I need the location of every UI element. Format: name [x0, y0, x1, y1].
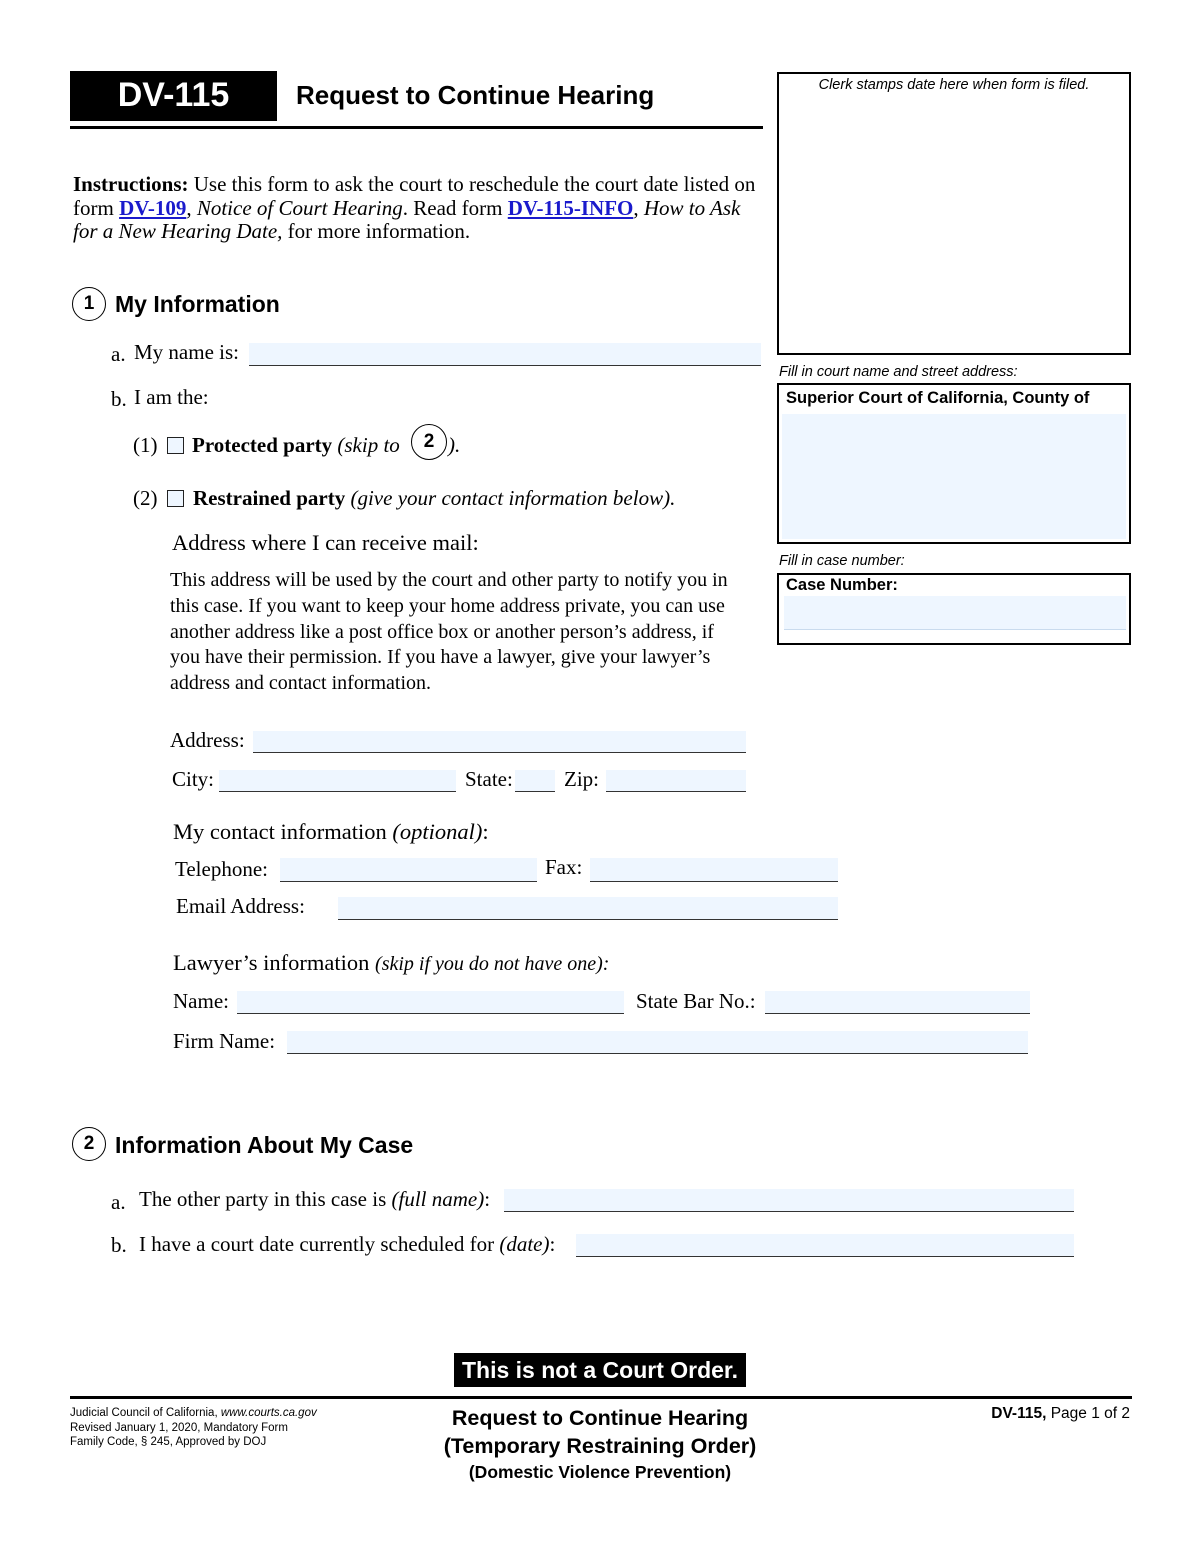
instructions: [73, 173, 768, 244]
form-id-box: [70, 71, 277, 121]
telephone-field[interactable]: [280, 858, 537, 882]
my-name-field[interactable]: [249, 343, 761, 366]
court-date-label: [139, 1234, 555, 1255]
skip-to-text: (skip to: [337, 433, 400, 457]
state-field[interactable]: [515, 770, 555, 792]
footer-title: Request to Continue Hearing: [451, 1406, 749, 1430]
court-name-caption: Fill in court name and street address:: [779, 364, 1018, 380]
restrained-party-text: Restrained party: [193, 486, 346, 510]
zip-field[interactable]: [606, 770, 746, 792]
skip-to-close: [448, 435, 460, 456]
restrained-party-checkbox[interactable]: [167, 490, 184, 507]
firm-name-label: Firm Name:: [173, 1029, 276, 1053]
footer-website: www.courts.ca.gov: [220, 1407, 317, 1419]
mail-address-heading: Address where I can receive mail:: [172, 530, 479, 555]
protected-party-label: [192, 435, 400, 456]
item-b-letter: b.: [111, 387, 127, 411]
form-title: Request to Continue Hearing: [296, 80, 655, 110]
clerk-stamp-caption: Clerk stamps date here when form is filed.: [818, 77, 1090, 93]
instructions-lead: Instructions:: [73, 172, 189, 196]
email-label: Email Address:: [176, 894, 305, 918]
form-id: DV-115: [117, 76, 230, 114]
fax-field[interactable]: [590, 858, 838, 882]
protected-party-checkbox[interactable]: [167, 437, 184, 454]
email-field[interactable]: [338, 897, 838, 920]
section-1-title: My Information: [115, 291, 280, 317]
mail-address-paragraph: This address will be used by the court and other party to notify you in this case. If you want to keep your home address private, you can use another address like a post office box or another person’s address, if you have their permission. If you have a lawyer, give your lawyer’s address and contact information.: [170, 569, 728, 695]
option-1-number: (1): [133, 433, 158, 457]
footer-left-line-1: [70, 1406, 317, 1421]
section-1-number: 1: [72, 287, 106, 321]
footer-center: [400, 1404, 800, 1484]
footer-left: [70, 1406, 317, 1450]
footer-rule: [70, 1396, 1132, 1399]
footer-right: [991, 1405, 1130, 1423]
court-date-text: I have a court date currently scheduled for: [139, 1232, 495, 1256]
restrained-party-label: [193, 488, 675, 509]
lawyer-name-field[interactable]: [237, 991, 624, 1014]
court-date-field[interactable]: [576, 1234, 1074, 1257]
instructions-text-2: ,: [186, 195, 197, 220]
contact-optional: (optional): [392, 819, 483, 844]
i-am-the-label: I am the:: [134, 385, 209, 409]
lawyer-heading-text: Lawyer’s information: [173, 950, 370, 975]
lawyer-heading: [173, 952, 609, 975]
fax-label: Fax:: [545, 855, 583, 879]
case-number-caption: Fill in case number:: [779, 553, 905, 569]
other-party-text: The other party in this case is: [139, 1187, 387, 1211]
my-name-label: My name is:: [134, 340, 239, 364]
item-a-letter: a.: [111, 342, 126, 366]
court-name-box: [777, 383, 1131, 544]
instructions-text-1: Use this form to ask the court to reschedule the court date listed on form: [73, 172, 756, 220]
instructions-italic-2: How to Ask for a New Hearing Date,: [73, 195, 741, 243]
footer-subtitle-2: (Domestic Violence Prevention): [468, 1462, 732, 1482]
instructions-italic-1: Notice of Court Hearing: [196, 195, 403, 220]
skip-to-section-2-circle: 2: [411, 424, 447, 460]
other-party-label: [139, 1189, 490, 1210]
header-rule: [70, 126, 763, 129]
city-label: City:: [172, 767, 215, 791]
skip-to-close-text: ).: [448, 433, 461, 457]
protected-party-text: Protected party: [192, 433, 333, 457]
clerk-stamp-box[interactable]: [777, 72, 1131, 355]
other-party-colon: :: [484, 1187, 491, 1211]
case-number-box: [777, 573, 1131, 645]
contact-below-text: (give your contact information below).: [350, 486, 676, 510]
footer-page-number: Page 1 of 2: [1046, 1405, 1130, 1422]
contact-colon: :: [482, 819, 489, 844]
footer-subtitle: (Temporary Restraining Order): [443, 1434, 757, 1458]
state-bar-label: State Bar No.:: [636, 989, 756, 1013]
state-label: State:: [465, 767, 513, 791]
address-label: Address:: [170, 728, 245, 752]
contact-heading: [173, 821, 489, 844]
address-field[interactable]: [253, 731, 746, 753]
section-2-title: Information About My Case: [115, 1132, 414, 1158]
lawyer-name-label: Name:: [173, 989, 229, 1013]
instructions-text-5: for more information.: [282, 219, 471, 243]
footer-left-line-3: Family Code, § 245, Approved by DOJ: [70, 1436, 267, 1448]
footer-form-id: DV-115,: [991, 1405, 1047, 1422]
lawyer-note: (skip if you do not have one):: [375, 953, 610, 975]
option-2-number: (2): [133, 486, 158, 510]
not-court-order-banner: This is not a Court Order.: [454, 1353, 746, 1387]
instructions-text-3: . Read form: [402, 195, 508, 220]
date-hint: (date): [499, 1232, 550, 1256]
court-name-field[interactable]: [782, 414, 1126, 539]
link-dv-109[interactable]: DV-109: [119, 195, 187, 220]
case-number-field[interactable]: [784, 596, 1126, 630]
other-party-field[interactable]: [504, 1189, 1074, 1212]
footer-left-line-2: Revised January 1, 2020, Mandatory Form: [70, 1421, 288, 1434]
instructions-text-4: ,: [633, 195, 644, 220]
section-2-item-a-letter: a.: [111, 1190, 126, 1214]
case-number-heading: Case Number:: [786, 576, 898, 594]
telephone-label: Telephone:: [175, 857, 268, 881]
city-field[interactable]: [219, 770, 456, 792]
zip-label: Zip:: [564, 767, 599, 791]
link-dv-115-info[interactable]: DV-115-INFO: [507, 195, 634, 220]
firm-name-field[interactable]: [287, 1031, 1028, 1054]
footer-council: Judicial Council of California,: [70, 1407, 221, 1419]
full-name-hint: (full name): [391, 1187, 485, 1211]
state-bar-field[interactable]: [765, 991, 1030, 1014]
contact-heading-text: My contact information: [173, 819, 387, 844]
court-date-colon: :: [549, 1232, 556, 1256]
court-name-heading: Superior Court of California, County of: [786, 389, 1090, 407]
section-2-number: 2: [72, 1127, 106, 1161]
section-2-item-b-letter: b.: [111, 1233, 127, 1257]
